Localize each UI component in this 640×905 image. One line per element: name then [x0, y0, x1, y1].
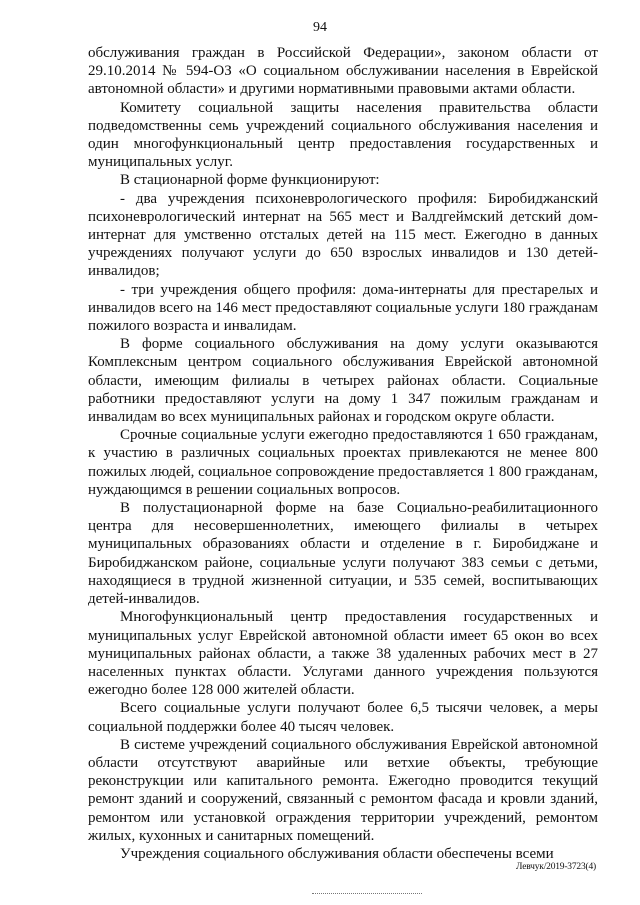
page-number: 94	[313, 20, 327, 35]
paragraph-psychoneurological: - два учреждения психоневрологического профиля: Биробиджанский психоневрологический интернат на 565 мест и Валдгеймский детский дом-интернат для умственно отсталых детей на 115 мест. Ежегодно в данных учреждениях получают услуги до 650 взрослых инвалидов и 130 детей-инвалидов;	[88, 190, 598, 280]
paragraph-multifunctional-center: Многофункциональный центр предоставления государственных и муниципальных услуг Еврейской автономной области имеет 65 окон во всех муниципальных районах области, а также 38 удаленных рабочих мест в 27 населенных пунктах области. Услугами данного учреждения пользуются ежегодно более 128 000 жителей области.	[88, 609, 598, 699]
paragraph-general-profile: - три учреждения общего профиля: дома-интернаты для престарелых и инвалидов всего на 146 мест предоставляют социальные услуги 180 гражданам пожилого возраста и инвалидам.	[88, 281, 598, 335]
paragraph-totals: Всего социальные услуги получают более 6,5 тысячи человек, а меры социальной поддержки более 40 тысяч человек.	[88, 700, 598, 735]
paragraph-provision: Учреждения социального обслуживания области обеспечены всеми	[120, 845, 554, 862]
bottom-divider	[312, 893, 422, 894]
footer-document-code: Левчук/2019-3723(4)	[516, 862, 596, 872]
paragraph-committee: Комитету социальной защиты населения правительства области подведомственны семь учреждений социального обслуживания населения и один многофункциональный центр предоставления государственных и муниципальных услуг.	[88, 99, 598, 171]
paragraph-semi-stationary: В полустационарной форме на базе Социально-реабилитационного центра для несовершеннолетних, имеющего филиалы в четырех муниципальных образованиях области и отделение в г. Биробиджане и Биробиджанском районе, социальные услуги получают 383 семьи с детьми, находящиеся в трудной жизненной ситуации, и 535 семей, воспитывающих детей-инвалидов.	[88, 500, 598, 608]
paragraph-urgent-services: Срочные социальные услуги ежегодно предоставляются 1 650 гражданам, к участию в различных социальных проектах привлекаются не менее 800 пожилых людей, социальное сопровождение предоставляется 1 800 гражданам, нуждающимся в решении социальных вопросов.	[88, 427, 598, 498]
paragraph-stationary-intro: В стационарной форме функционируют:	[120, 172, 380, 189]
paragraph-facilities: В системе учреждений социального обслуживания Еврейской автономной области отсутствуют аварийные или ветхие объекты, требующие реконструкции или капитального ремонта. Ежегодно проводится текущий ремонт зданий и сооружений, связанный с ремонтом фасада и кровли зданий, ремонтом или установкой ограждения территории учреждений, ремонтом жилых, кухонных и санитарных помещений.	[88, 736, 598, 844]
paragraph-home-service: В форме социального обслуживания на дому услуги оказываются Комплексным центром социального обслуживания Еврейской автономной области, имеющим филиалы в четырех районах области. Социальные работники предоставляют услуги на дому 1 347 пожилым гражданам и инвалидам во всех муниципальных районах и городском округе области.	[88, 336, 598, 426]
paragraph-continuation: обслуживания граждан в Российской Федерации», законом области от 29.10.2014 № 594-ОЗ «О социальном обслуживании населения в Еврейской автономной области» и другими нормативными правовыми актами области.	[88, 45, 598, 98]
document-body	[88, 44, 598, 863]
